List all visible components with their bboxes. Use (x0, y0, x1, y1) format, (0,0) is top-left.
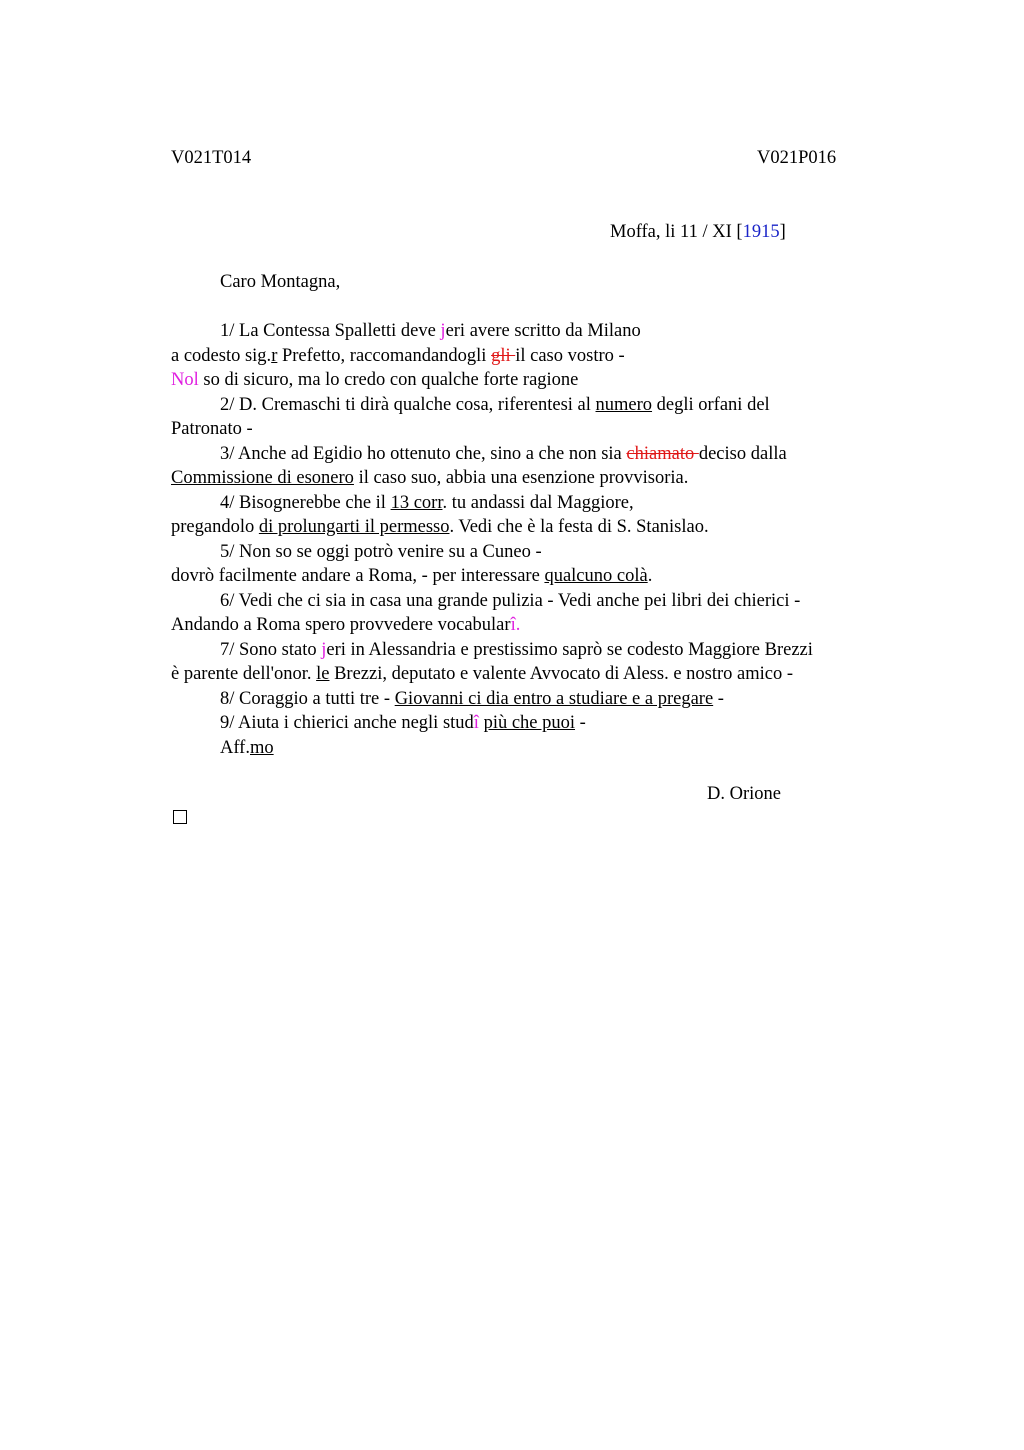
deleted-text: gli (491, 345, 516, 366)
underlined-text: più che puoi (483, 713, 576, 733)
text-span: è parente dell'onor. (171, 664, 317, 684)
text-span: . tu andassi dal Maggiore, (442, 492, 634, 513)
insertion-mark: j (440, 321, 446, 341)
text-line (171, 662, 911, 687)
document-code: V021T014 (171, 148, 252, 168)
text-line (171, 540, 911, 565)
text-span: 3/ Anche ad Egidio ho ottenuto che, sino a che non sia (220, 443, 627, 464)
text-line (171, 491, 911, 516)
text-span: 4/ Bisognerebbe che il (220, 492, 391, 513)
text-span: deciso dalla (698, 443, 787, 464)
text-line (171, 466, 911, 491)
text-span: 9/ Aiuta i chierici anche negli stud (220, 713, 474, 733)
text-span: so di sicuro, ma lo credo con qualche forte ragione (198, 370, 579, 390)
text-line (171, 687, 911, 712)
checkbox-square-icon (173, 810, 187, 824)
date-bracket: ] (779, 222, 786, 242)
underlined-text: Giovanni ci dia entro a studiare e a pregare (394, 688, 714, 709)
text-span: 2/ D. Cremaschi ti dirà qualche cosa, riferentesi al (220, 394, 596, 415)
spacer (171, 295, 911, 320)
deleted-text: chiamato (626, 443, 699, 464)
text-span: eri in Alessandria e prestissimo saprò se codesto Maggiore Brezzi (326, 639, 813, 660)
text-span: - (575, 713, 586, 733)
text-span: Prefetto, raccomandandogli (277, 345, 492, 366)
salutation: Caro Montagna, (220, 272, 341, 292)
text-span: eri avere scritto da Milano (445, 321, 641, 341)
underlined-text: di prolungarti il permesso (258, 517, 450, 537)
page-code: V021P016 (757, 148, 837, 168)
text-span: 7/ Sono stato (220, 639, 322, 660)
text-span: 5/ Non so se oggi potrò venire su a Cuneo - (220, 541, 542, 562)
text-span: il caso vostro - (515, 345, 625, 366)
text-span: . (647, 566, 653, 586)
text-span: 8/ Coraggio a tutti tre - (220, 688, 395, 709)
text-span: degli orfani del (652, 394, 770, 415)
underlined-text: qualcuno colà (544, 566, 648, 586)
text-span: il caso suo, abbia una esenzione provvisoria. (353, 468, 689, 488)
underlined-text: Commissione di esonero (171, 468, 354, 488)
text-line (171, 564, 911, 589)
text-line (171, 393, 911, 418)
text-line (171, 613, 911, 638)
text-line (171, 319, 911, 344)
text-span: pregandolo (171, 517, 259, 537)
text-span: 6/ Vedi che ci sia in casa una grande pulizia - Vedi anche pei libri dei chierici - (220, 590, 801, 611)
text-span: a codesto sig. (171, 345, 272, 366)
text-span: . Vedi che è la festa di S. Stanislao. (449, 517, 709, 537)
text-line (171, 368, 911, 393)
text-span: - (713, 688, 724, 709)
text-line (171, 344, 911, 369)
closing (171, 736, 911, 761)
underlined-text: r (271, 345, 278, 366)
text-line (171, 589, 911, 614)
text-span: Brezzi, deputato e valente Avvocato di Aless. e nostro amico - (329, 664, 794, 684)
text-line (171, 711, 911, 736)
text-span: 1/ La Contessa Spalletti deve (220, 321, 441, 341)
text-span: Patronato - (171, 419, 253, 439)
insertion-mark: î (473, 713, 479, 733)
text-line (171, 515, 911, 540)
insertion-mark: î (510, 615, 516, 635)
underlined-text: 13 corr (390, 492, 443, 513)
text-span: dovrò facilmente andare a Roma, - per interessare (171, 566, 545, 586)
text-line (171, 442, 911, 467)
date-text: Moffa, li 11 / XI [ (610, 222, 743, 242)
underlined-text: mo (249, 737, 274, 758)
text-span: Andando a Roma spero provvedere vocabular (171, 615, 511, 635)
underlined-text: le (316, 664, 330, 684)
letter-date (610, 221, 786, 243)
letter-body (171, 270, 911, 760)
underlined-text: numero (595, 394, 653, 415)
text-line (171, 638, 911, 663)
signature: D. Orione (707, 784, 781, 804)
date-year: 1915 (742, 222, 780, 242)
insertion-mark: Nol (171, 370, 199, 390)
insertion-mark: . (515, 615, 521, 635)
insertion-mark: j (321, 639, 327, 660)
text-line (171, 417, 911, 442)
text-span: Aff. (220, 737, 250, 758)
